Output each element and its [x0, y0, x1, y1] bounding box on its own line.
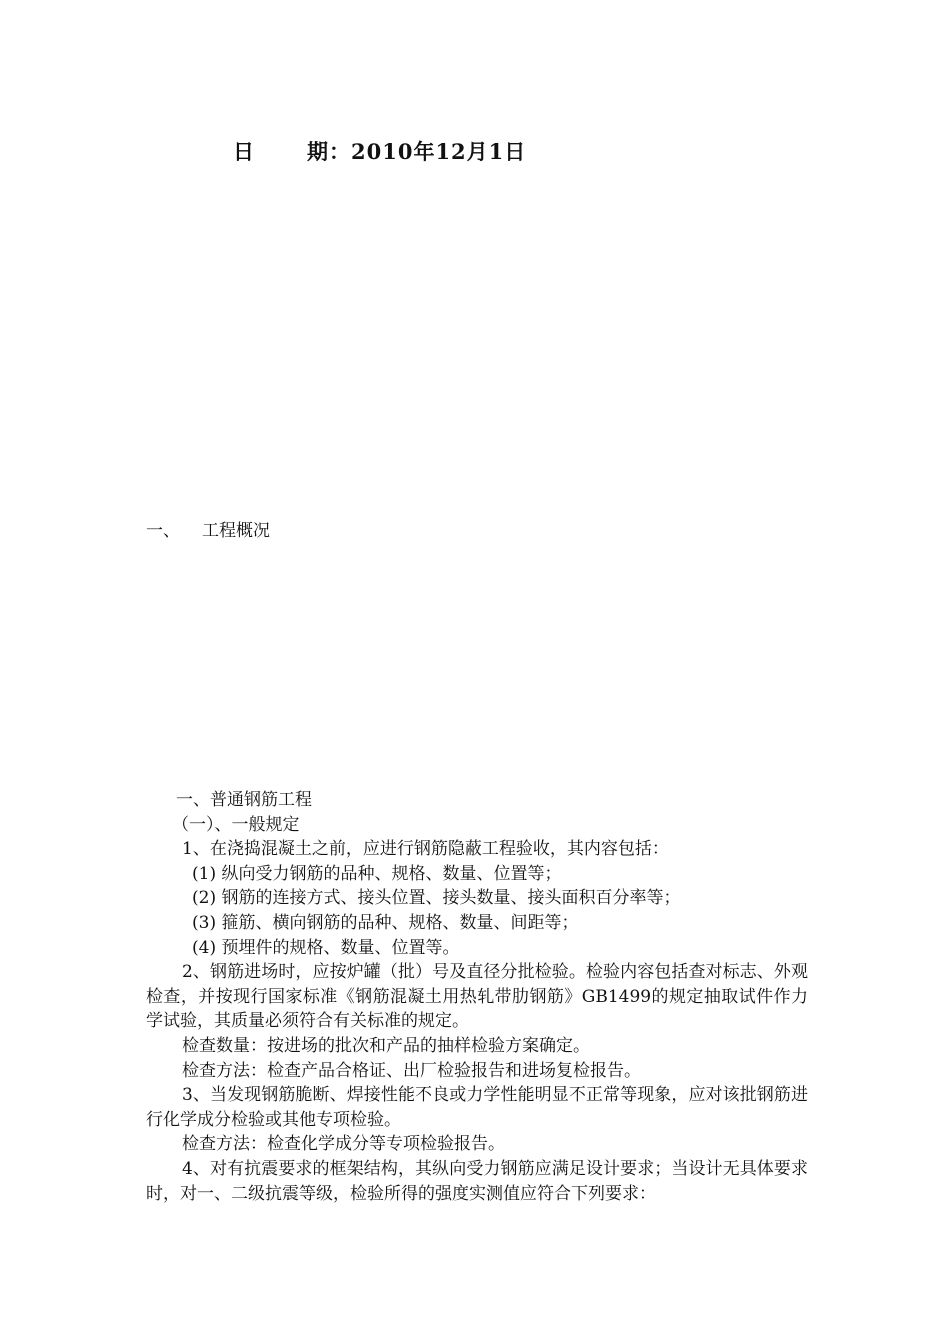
- date-value: 2010年12月1日: [351, 139, 527, 164]
- content-subheading: （一）、一般规定: [172, 814, 300, 835]
- section-heading: [146, 516, 270, 541]
- paragraph-5: 3、当发现钢筋脆断、焊接性能不良或力学性能明显不正常等现象，应对该批钢筋进行化学成分检验或其他专项检验。: [146, 1085, 808, 1130]
- section-number: 一、: [146, 521, 180, 541]
- date-label-b: 期：: [307, 139, 351, 164]
- date-label-a: 日: [233, 139, 255, 164]
- section-title: 工程概况: [202, 521, 270, 541]
- body-text: [146, 788, 808, 1206]
- paragraph-3: 检查数量：按进场的批次和产品的抽样检验方案确定。: [182, 1035, 590, 1056]
- paragraph-1: 1、在浇捣混凝土之前，应进行钢筋隐蔽工程验收，其内容包括：: [182, 839, 669, 860]
- list-item: (3) 箍筋、横向钢筋的品种、规格、数量、间距等；: [192, 912, 579, 933]
- paragraph-6: 检查方法：检查化学成分等专项检验报告。: [182, 1134, 505, 1155]
- paragraph-2: 2、钢筋进场时，应按炉罐（批）号及直径分批检验。检验内容包括查对标志、外观检查，并按现行国家标准《钢筋混凝土用热轧带肋钢筋》GB1499的规定抽取试件作力学试验，其质量必须符合有关标准的规定。: [146, 962, 808, 1032]
- list-item: (1) 纵向受力钢筋的品种、规格、数量、位置等；: [192, 863, 562, 884]
- list-item: (2) 钢筋的连接方式、接头位置、接头数量、接头面积百分率等；: [192, 888, 681, 909]
- list-item: (4) 预埋件的规格、数量、位置等。: [192, 937, 460, 958]
- paragraph-4: 检查方法：检查产品合格证、出厂检验报告和进场复检报告。: [182, 1060, 641, 1081]
- date-line: [233, 136, 526, 166]
- paragraph-7: 4、对有抗震要求的框架结构，其纵向受力钢筋应满足设计要求；当设计无具体要求时，对一、二级抗震等级，检验所得的强度实测值应符合下列要求：: [146, 1158, 808, 1204]
- content-heading: 一、普通钢筋工程: [176, 790, 312, 810]
